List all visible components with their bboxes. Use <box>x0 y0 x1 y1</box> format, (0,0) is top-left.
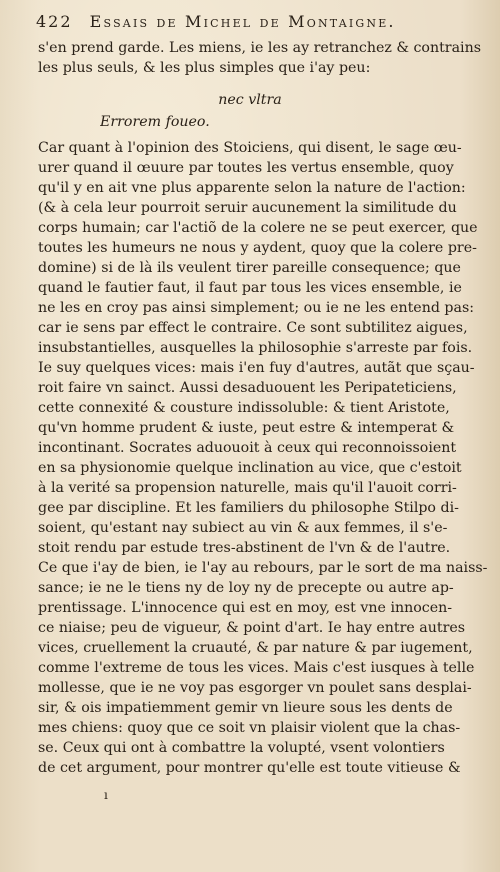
text-line: en sa physionomie quelque inclination au vice, que c'estoit <box>38 460 462 476</box>
text-line: qu'il y en ait vne plus apparente selon la nature de l'action: <box>38 180 466 196</box>
text-line: Ie suy quelques vices: mais i'en fuy d'autres, autãt que sçau- <box>38 360 475 376</box>
text-line: stoit rendu par estude tres-abstinent de l'vn & de l'autre. <box>38 540 451 556</box>
text-line: toutes les humeurs ne nous y aydent, quoy que la colere pre- <box>38 240 477 256</box>
text-line: (& à cela leur pourroit seruir aucunement la similitude du <box>38 200 457 216</box>
text-line: roit faire vn sainct. Aussi desaduouent les Peripateticiens, <box>38 380 457 396</box>
text-line: cette connexité & cousture indissoluble: & tient Aristote, <box>38 400 450 416</box>
page-number: 422 <box>36 12 73 31</box>
text-line: vices, cruellement la cruauté, & par nature & par iugement, <box>38 640 473 656</box>
text-line: mes chiens: quoy que ce soit vn plaisir violent que la chas- <box>38 720 461 736</box>
text-line: Car quant à l'opinion des Stoiciens, qui disent, le sage œu- <box>38 140 462 156</box>
text-line: insubstantielles, ausquelles la philosophie s'arreste par fois. <box>38 340 473 356</box>
running-title: Essais de Michel de Montaigne. <box>89 12 396 31</box>
quotation-line: Errorem foueo. <box>100 114 210 130</box>
text-line: sir, & ois impatiemment gemir vn lieure sous les dents de <box>38 700 453 716</box>
text-line: ne les en croy pas ainsi simplement; ou ie ne les entend pas: <box>38 300 475 316</box>
stray-mark: ı <box>104 788 108 802</box>
text-line: les plus seuls, & les plus simples que i'ay peu: <box>38 60 371 76</box>
text-line: soient, qu'estant nay subiect au vin & aux femmes, il s'e- <box>38 520 448 536</box>
text-line: car ie sens par effect le contraire. Ce sont subtilitez aigues, <box>38 320 468 336</box>
text-line: de cet argument, pour montrer qu'elle est toute vitieuse & <box>38 760 461 776</box>
text-line: quand le fautier faut, il faut par tous les vices ensemble, ie <box>38 280 462 296</box>
text-line: qu'vn homme prudent & iuste, peut estre & intemperat & <box>38 420 455 436</box>
quotation-line: nec vltra <box>218 92 282 108</box>
text-line: à la verité sa propension naturelle, mais qu'il l'auoit corri- <box>38 480 457 496</box>
text-line: s'en prend garde. Les miens, ie les ay retranchez & contrains <box>38 40 481 56</box>
page-header <box>36 12 488 34</box>
text-line: prentissage. L'innocence qui est en moy, est vne innocen- <box>38 600 453 616</box>
text-line: incontinant. Socrates aduouoit à ceux qui reconnoissoient <box>38 440 457 456</box>
text-line: ce niaise; peu de vigueur, & point d'art. Ie hay entre autres <box>38 620 466 636</box>
text-line: domine) si de là ils veulent tirer pareille consequence; que <box>38 260 461 276</box>
text-line: gee par discipline. Et les familiers du philosophe Stilpo di- <box>38 500 459 516</box>
text-line: mollesse, que ie ne voy pas esgorger vn poulet sans desplai- <box>38 680 472 696</box>
text-line: corps humain; car l'actiõ de la colere ne se peut exercer, que <box>38 220 478 236</box>
text-line: se. Ceux qui ont à combattre la volupté, vsent volontiers <box>38 740 445 756</box>
text-line: Ce que i'ay de bien, ie l'ay au rebours, par le sort de ma naiss- <box>38 560 488 576</box>
text-line: urer quand il œuure par toutes les vertus ensemble, quoy <box>38 160 454 176</box>
text-line: comme l'extreme de tous les vices. Mais c'est iusques à telle <box>38 660 475 676</box>
text-line: sance; ie ne le tiens ny de loy ny de precepte ou autre ap- <box>38 580 454 596</box>
